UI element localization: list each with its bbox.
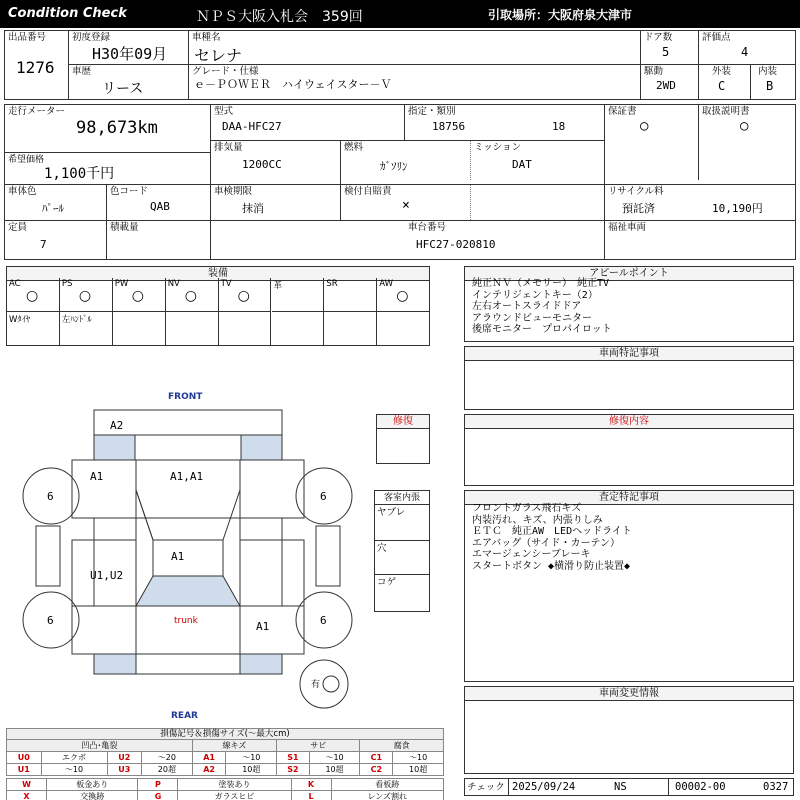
equipment-cell [7,312,60,346]
grade-value: ｅ－ＰＯＷＥＲ ハイウェイスター－Ｖ [194,78,392,91]
legend-code: K [291,779,331,791]
first-reg-value: H30年09月 [92,45,168,63]
mark-a1-center: A1 [171,550,185,563]
tire-fl: 6 [47,490,54,503]
color-code-value: QAB [150,200,170,213]
tire-fr: 6 [320,490,327,503]
brand-title: Condition Check [8,6,127,21]
legend-code: U2 [107,752,142,764]
inspection-label: 車検期限 [214,186,253,197]
equipment-code: AW [379,279,394,289]
mileage-label: 走行メーター [8,106,66,117]
equipment-mark: ○ [237,288,250,304]
trunk-label: trunk [174,616,198,626]
load-label: 積載量 [110,222,139,233]
inspection-value: 抹消 [242,202,264,215]
chassis-label: 車台番号 [408,222,447,233]
spare-tire: 有 [311,680,321,690]
tire-rl: 6 [47,614,54,627]
legend-desc: レンズ割れ [331,791,443,800]
history-value: リース [102,81,144,97]
warranty-label: 保証書 [608,106,637,117]
repair-content-title: 修復内容 [465,415,793,429]
equipment-mark: ○ [26,288,39,304]
inspection-notes-text: フロントガラス飛石キズ 内装汚れ、キズ、内張りしみ ＥＴＣ 純正AW LEDヘッドライト エアバッグ（サイド・カーテン） エマージェンシーブレーキ スタートボタン ◆横滑り防止装置◆ [472,503,632,572]
legend-group: 線キズ [192,740,276,752]
int-label: 内装 [758,66,778,77]
rear-label: REAR [171,711,198,720]
legend-code: X [7,791,47,800]
legend-group: サビ [277,740,360,752]
appeal-title: アピールポイント [465,267,793,281]
price-label: 希望価格 [8,155,45,165]
body-color-value: ﾊﾟｰﾙ [42,202,64,215]
legend-desc: 10超 [309,764,360,776]
legend-code: S2 [277,764,310,776]
mileage-value: 98,673km [76,118,158,138]
equipment-cell [113,278,166,312]
recycle-status: 預託済 [622,202,655,215]
displacement-label: 排気量 [214,142,243,153]
legend-code: A2 [192,764,226,776]
equipment-code: SR [326,279,338,289]
cabin-item-tear: ヤブレ [377,507,406,518]
capacity-label: 定員 [8,222,28,233]
ext-value: C [718,79,726,93]
legend-code: C2 [360,764,393,776]
equipment-code: NV [167,279,180,289]
legend-title: 損傷記号＆損傷サイズ(〜最大cm) [6,728,444,739]
equipment-mark: ○ [184,288,197,304]
legend-code: P [138,779,178,791]
equipment-cell [113,312,166,346]
autolog-label: 検付自賠責 [344,186,392,197]
capacity-value: 7 [40,238,47,251]
legend-code: L [291,791,331,800]
mark-a1a1: A1,A1 [170,470,204,483]
equipment-grid [7,278,430,346]
int-value: B [766,79,774,93]
legend-code: A1 [192,752,226,764]
model-value: DAA-HFC27 [222,120,282,133]
equipment-cell [324,312,377,346]
displacement-value: 1200CC [242,158,282,171]
legend-code: G [138,791,178,800]
legend-desc: 10超 [393,764,444,776]
body-color-label: 車体色 [8,186,37,197]
history-label: 車歴 [72,66,92,77]
color-code-label: 色コード [110,186,149,197]
legend-code: S1 [277,752,310,764]
auction-title: ＮＰＳ大阪入札会 359回 [196,9,363,25]
legend-desc: 交換跡 [47,791,138,800]
lot-number: 1276 [16,58,55,77]
legend-code: U1 [7,764,42,776]
model-label: 型式 [214,106,234,117]
legend-code: U3 [107,764,142,776]
mark-u1u2: U1,U2 [90,569,124,582]
inspector: NS [614,781,627,793]
welfare-label: 福祉車両 [608,222,647,233]
recycle-fee: 10,190円 [712,202,763,215]
legend-desc: 板金あり [47,779,138,791]
footer-num: 0327 [763,781,789,793]
cabin-box-label: 客室内張 [375,491,429,505]
repair-box-label: 修復 [377,415,429,429]
mission-label: ミッション [474,142,522,153]
legend-code: U0 [7,752,42,764]
legend-group: 腐食 [360,740,444,752]
legend-desc: 〜10 [226,752,277,764]
drive-label: 駆動 [644,66,664,77]
warranty-value: ○ [640,118,649,134]
equipment-cell [166,312,219,346]
recycle-label: リサイクル料 [608,186,664,197]
legend-desc: 〜10 [309,752,360,764]
designation-label: 指定・類別 [408,106,456,117]
designation-value: 18756 [432,120,466,133]
first-reg-label: 初度登録 [72,32,111,43]
equipment-code: Wﾀｲﾔ [9,315,31,325]
check-date: 2025/09/24 [512,781,576,793]
doors-label: ドア数 [644,32,673,43]
legend-desc: 〜20 [142,752,193,764]
equipment-cell [377,312,430,346]
legend-desc: エクボ [41,752,107,764]
equipment-cell [60,278,113,312]
equipment-mark: ○ [396,288,409,304]
special-title: 車両特記事項 [465,347,793,361]
footer-code: 00002-00 [675,781,726,793]
equipment-code: 革 [273,281,283,291]
inspection-notes-title: 査定特記事項 [465,491,793,505]
check-label: チェック [467,782,505,793]
manual-value: ○ [740,118,749,134]
mark-a1-left: A1 [90,470,104,483]
autolog-value: × [402,198,410,213]
legend-desc: 看板跡 [331,779,443,791]
score-value: 4 [741,45,749,59]
equipment-code: TV [220,279,232,289]
equipment-cell [272,278,325,312]
equipment-code: 左ﾊﾝﾄﾞﾙ [61,315,92,325]
legend-desc: 塗装あり [178,779,291,791]
cabin-item-hole: 穴 [377,543,387,554]
car-name-label: 車種名 [192,32,221,43]
header-bar [0,0,800,28]
equipment-title: 装備 [7,267,429,281]
equipment-cell [219,312,272,346]
drive-value: 2WD [656,79,676,92]
damage-legend [6,728,444,800]
mission-value: DAT [512,158,532,171]
ext-label: 外装 [712,66,732,77]
doors-value: 5 [662,45,670,59]
appeal-text: 純正ＮＶ（メモリー） 純正TV インテリジェントキー（2） 左右オートスライドドア アラウンドビューモニター 後席モニター プロパイロット [472,278,612,336]
legend-code: W [7,779,47,791]
legend-desc: 〜10 [41,764,107,776]
change-info-title: 車両変更情報 [465,687,793,701]
equipment-cell [166,278,219,312]
grade-label: グレード・仕様 [192,66,259,77]
mark-a2: A2 [110,419,124,432]
mark-a1-rear: A1 [256,620,270,633]
score-label: 評価点 [702,32,731,43]
legend-group: 凹凸･亀裂 [7,740,193,752]
front-label: FRONT [168,392,203,402]
chassis-value: HFC27-020810 [416,238,496,251]
equipment-code: PS [61,279,73,289]
equipment-cell [377,278,430,312]
equipment-cell [272,312,325,346]
fuel-label: 燃料 [344,142,364,153]
lot-label: 出品番号 [8,32,47,43]
manual-label: 取扱説明書 [702,106,750,117]
pickup-location: 引取場所：大阪府泉大津市 [488,8,633,22]
equipment-code: AC [9,279,21,289]
equipment-cell [60,312,113,346]
car-name-value: セレナ [194,46,243,65]
category-value: 18 [552,120,566,133]
equipment-code: PW [114,279,129,289]
equipment-mark: ○ [78,288,92,304]
legend-code: C1 [360,752,393,764]
equipment-cell [7,278,60,312]
equipment-mark: ○ [131,288,145,304]
equipment-cell [219,278,272,312]
legend-desc: ガラスヒビ [178,791,291,800]
cabin-item-burn: コゲ [377,577,397,588]
equipment-cell [324,278,377,312]
price-value: 1,100千円 [44,166,115,182]
legend-desc: 〜10 [393,752,444,764]
tire-rr: 6 [320,614,327,627]
legend-desc: 20超 [142,764,193,776]
car-diagram [0,380,370,720]
legend-desc: 10超 [226,764,277,776]
fuel-value: ｶﾞｿﾘﾝ [380,160,408,173]
